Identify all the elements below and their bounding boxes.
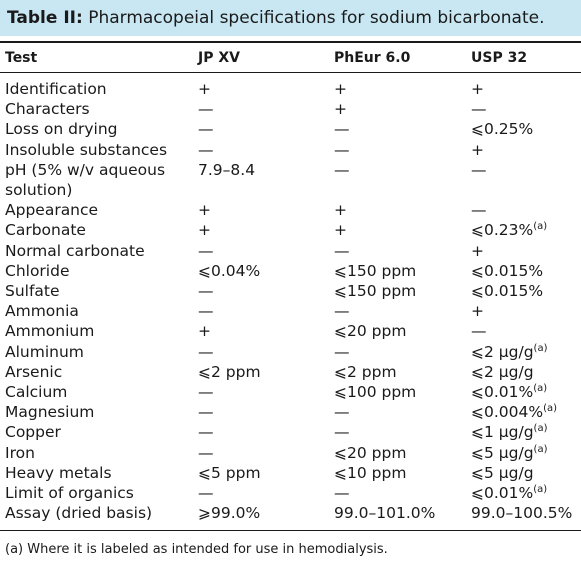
table-title-label: Table II: (7, 8, 83, 28)
test-name-cell: Magnesium (5, 403, 95, 422)
usp-value: ⩽0.015% (471, 261, 544, 280)
usp-value: — (471, 100, 487, 119)
pheur-cell: ⩽2 ppm (334, 362, 397, 381)
table-title-text: Pharmacopeial specifications for sodium bicarbonate. (88, 8, 545, 28)
usp-value: ⩽1 μg/g (471, 423, 534, 442)
jp-xv-cell: 7.9–8.4 (198, 160, 256, 179)
footnote-marker: (a) (533, 443, 548, 455)
table-row (0, 200, 581, 220)
usp-cell (471, 220, 547, 240)
pheur-cell: ⩽150 ppm (334, 261, 417, 280)
bottom-rule (0, 530, 581, 531)
usp-cell (471, 422, 547, 442)
table-row (0, 463, 581, 483)
table-row (0, 301, 581, 321)
usp-value: + (471, 241, 484, 260)
table-row (0, 119, 581, 139)
test-name-cell: Characters (5, 100, 90, 119)
usp-value: — (471, 322, 487, 341)
usp-value: ⩽0.25% (471, 120, 534, 139)
table-body (0, 79, 581, 523)
pheur-cell: + (334, 80, 347, 98)
test-name-cell: Normal carbonate (5, 241, 145, 260)
table-row (0, 402, 581, 422)
jp-xv-cell: — (198, 282, 214, 301)
usp-cell (471, 241, 484, 261)
pheur-cell: 99.0–101.0% (334, 504, 436, 523)
pheur-cell: — (334, 423, 350, 442)
test-name-cell: Carbonate (5, 221, 86, 240)
pheur-cell: + (334, 201, 347, 220)
test-name-cell: pH (5% w/v aqueous solution) (5, 160, 166, 200)
table-header-row (0, 48, 581, 68)
column-header-jp-xv: JP XV (198, 50, 240, 66)
table-row (0, 483, 581, 503)
pheur-cell: ⩽100 ppm (334, 383, 417, 402)
test-name-cell: Appearance (5, 201, 99, 220)
column-header-test: Test (5, 50, 38, 66)
test-name-cell: Insoluble substances (5, 140, 168, 159)
pheur-cell: — (334, 302, 350, 321)
usp-value: ⩽0.23% (471, 221, 534, 240)
usp-value: ⩽0.015% (471, 282, 544, 301)
footnote-marker: (a) (533, 382, 548, 394)
usp-cell (471, 200, 487, 220)
test-name-cell: Ammonia (5, 302, 79, 321)
footnote-marker: (a) (533, 221, 548, 233)
jp-xv-cell: + (198, 322, 211, 341)
table-row (0, 382, 581, 402)
usp-cell (471, 402, 557, 422)
pheur-cell: ⩽20 ppm (334, 322, 407, 341)
usp-cell (471, 463, 534, 483)
usp-value: ⩽0.004% (471, 403, 544, 422)
table-row (0, 261, 581, 281)
column-header-pheur: PhEur 6.0 (334, 50, 411, 66)
table-row (0, 443, 581, 463)
usp-cell (471, 321, 487, 341)
usp-value: ⩽5 μg/g (471, 443, 534, 462)
usp-cell (471, 281, 543, 301)
pheur-cell: — (334, 342, 350, 361)
table-row (0, 241, 581, 261)
usp-value: ⩽0.01% (471, 484, 534, 503)
pheur-cell: ⩽10 ppm (334, 463, 407, 482)
usp-cell (471, 342, 547, 362)
jp-xv-cell: — (198, 383, 214, 402)
usp-cell (471, 483, 547, 503)
usp-value: — (471, 160, 487, 179)
table-row (0, 342, 581, 362)
test-name-cell: Chloride (5, 261, 70, 280)
pheur-cell: — (334, 140, 350, 159)
pheur-cell: — (334, 160, 350, 179)
test-name-cell: Limit of organics (5, 484, 134, 503)
usp-value: — (471, 201, 487, 220)
jp-xv-cell: ⩽0.04% (198, 261, 261, 280)
usp-cell (471, 99, 487, 119)
usp-value: + (471, 140, 484, 159)
usp-cell (471, 362, 534, 382)
test-name-cell: Arsenic (5, 362, 63, 381)
usp-cell (471, 79, 484, 99)
test-name-cell: Iron (5, 443, 35, 462)
jp-xv-cell: — (198, 484, 214, 503)
jp-xv-cell: — (198, 120, 214, 139)
test-name-cell: Loss on drying (5, 120, 118, 139)
jp-xv-cell: ⩽5 ppm (198, 463, 261, 482)
table-row (0, 281, 581, 301)
usp-value: ⩽2 μg/g (471, 342, 534, 361)
jp-xv-cell: — (198, 100, 214, 119)
table-row (0, 99, 581, 119)
pheur-cell: ⩽20 ppm (334, 443, 407, 462)
usp-value: ⩽0.01% (471, 383, 534, 402)
test-name-cell: Copper (5, 423, 61, 442)
jp-xv-cell: — (198, 403, 214, 422)
pheur-cell: — (334, 241, 350, 260)
table-row (0, 422, 581, 442)
test-name-cell: Calcium (5, 383, 68, 402)
usp-cell (471, 140, 484, 160)
usp-value: + (471, 80, 484, 98)
table-row (0, 321, 581, 341)
jp-xv-cell: — (198, 140, 214, 159)
column-header-usp: USP 32 (471, 50, 528, 66)
jp-xv-cell: — (198, 241, 214, 260)
table-row (0, 160, 581, 200)
pheur-cell: — (334, 403, 350, 422)
footnote-marker: (a) (533, 423, 548, 435)
pheur-cell: ⩽150 ppm (334, 282, 417, 301)
table-row (0, 503, 581, 523)
jp-xv-cell: ⩽2 ppm (198, 362, 261, 381)
jp-xv-cell: — (198, 443, 214, 462)
jp-xv-cell: — (198, 302, 214, 321)
jp-xv-cell: ⩾99.0% (198, 504, 261, 523)
test-name-cell: Ammonium (5, 322, 95, 341)
pheur-cell: + (334, 221, 347, 240)
usp-cell (471, 503, 572, 523)
usp-value: + (471, 302, 484, 321)
usp-cell (471, 160, 487, 180)
jp-xv-cell: — (198, 342, 214, 361)
table-footnote: (a) Where it is labeled as intended for use in hemodialysis. (5, 542, 388, 557)
test-name-cell: Heavy metals (5, 463, 112, 482)
usp-cell (471, 443, 547, 463)
footnote-marker: (a) (543, 403, 558, 415)
test-name-cell: Assay (dried basis) (5, 504, 153, 523)
usp-cell (471, 301, 484, 321)
test-name-cell: Identification (5, 80, 107, 98)
jp-xv-cell: + (198, 201, 211, 220)
table-title-bar (0, 0, 581, 36)
pheur-cell: — (334, 120, 350, 139)
usp-value: ⩽2 μg/g (471, 362, 534, 381)
table-row (0, 362, 581, 382)
usp-cell (471, 261, 543, 281)
usp-value: ⩽5 μg/g (471, 463, 534, 482)
table-row (0, 220, 581, 240)
jp-xv-cell: + (198, 80, 211, 98)
table-row (0, 140, 581, 160)
header-rule (0, 72, 581, 73)
test-name-cell: Sulfate (5, 282, 60, 301)
jp-xv-cell: — (198, 423, 214, 442)
usp-cell (471, 119, 533, 139)
table-row (0, 79, 581, 99)
pheur-cell: + (334, 100, 347, 119)
top-rule (0, 41, 581, 43)
usp-cell (471, 382, 547, 402)
footnote-marker: (a) (533, 483, 548, 495)
usp-value: 99.0–100.5% (471, 504, 573, 523)
jp-xv-cell: + (198, 221, 211, 240)
pheur-cell: — (334, 484, 350, 503)
footnote-marker: (a) (533, 342, 548, 354)
test-name-cell: Aluminum (5, 342, 84, 361)
